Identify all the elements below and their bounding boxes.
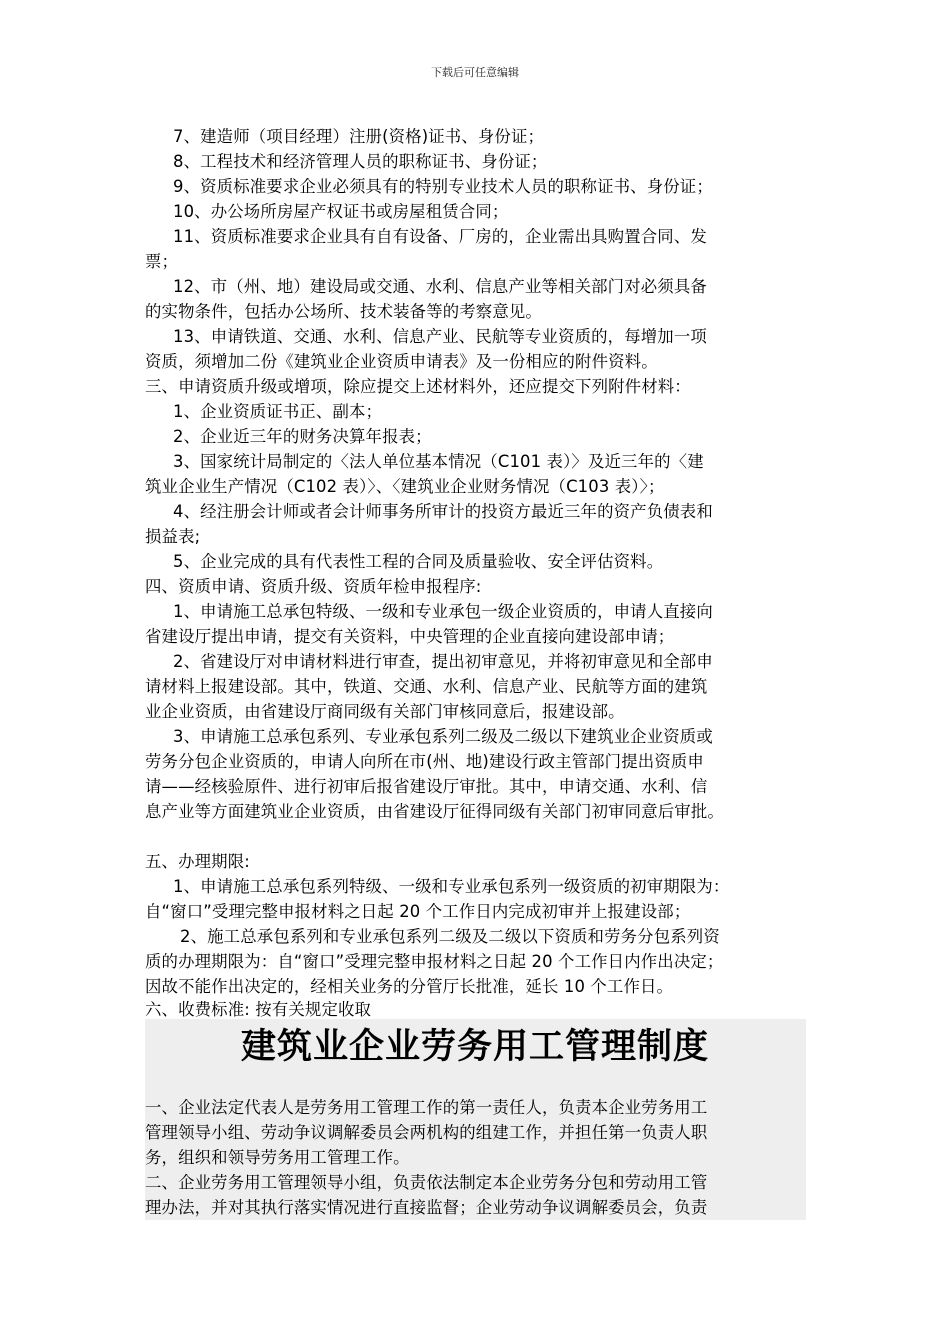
paragraph-line: 二、企业劳务用工管理领导小组，负责依法制定本企业劳务分包和劳动用工管 xyxy=(145,1173,708,1192)
list-item: 9、资质标准要求企业必须具有的特别专业技术人员的职称证书、身份证； xyxy=(173,177,713,196)
list-item: 2、省建设厅对申请材料进行审查，提出初审意见，并将初审意见和全部申 xyxy=(173,652,713,671)
list-item: 10、办公场所房屋产权证书或房屋租赁合同； xyxy=(173,202,509,221)
paragraph-line: 管理领导小组、劳动争议调解委员会两机构的组建工作，并担任第一负责人职 xyxy=(145,1123,708,1142)
list-item-continuation: 质的办理期限为：自“窗口”受理完整申报材料之日起 20 个工作日内作出决定； xyxy=(145,952,724,971)
list-item: 1、申请施工总承包系列特级、一级和专业承包系列一级资质的初审期限为： xyxy=(173,877,730,896)
list-item: 4、经注册会计师或者会计师事务所审计的投资方最近三年的资产负债表和 xyxy=(173,502,713,521)
list-item: 13、申请铁道、交通、水利、信息产业、民航等专业资质的，每增加一项 xyxy=(173,327,707,346)
paragraph-line: 理办法，并对其执行落实情况进行直接监督；企业劳动争议调解委员会，负责 xyxy=(145,1198,708,1217)
list-item-continuation: 劳务分包企业资质的，申请人向所在市(州、地)建设行政主管部门提出资质申 xyxy=(145,752,704,771)
list-item-continuation: 筑业企业生产情况（C102 表）〉、〈建筑业企业财务情况（C103 表）〉； xyxy=(145,477,665,496)
list-item: 3、申请施工总承包系列、专业承包系列二级及二级以下建筑业企业资质或 xyxy=(173,727,713,746)
list-item: 1、申请施工总承包特级、一级和专业承包一级企业资质的，申请人直接向 xyxy=(173,602,713,621)
section-heading: 六、收费标准: 按有关规定收取 xyxy=(145,1000,372,1019)
section-heading: 五、办理期限: xyxy=(145,852,250,871)
list-item: 2、企业近三年的财务决算年报表； xyxy=(173,427,432,446)
paragraph-line: 一、企业法定代表人是劳务用工管理工作的第一责任人，负责本企业劳务用工 xyxy=(145,1098,708,1117)
list-item-continuation: 的实物条件，包括办公场所、技术装备等的考察意见。 xyxy=(145,302,542,321)
list-item-continuation: 业企业资质，由省建设厅商同级有关部门审核同意后，报建设部。 xyxy=(145,702,625,721)
list-item: 8、工程技术和经济管理人员的职称证书、身份证； xyxy=(173,152,548,171)
list-item-continuation: 资质，须增加二份《建筑业企业资质申请表》及一份相应的附件资料。 xyxy=(145,352,658,371)
list-item-continuation: 因故不能作出决定的，经相关业务的分管厅长批准，延长 10 个工作日。 xyxy=(145,977,674,996)
list-item-continuation: 票； xyxy=(145,252,179,271)
list-item: 3、国家统计局制定的〈法人单位基本情况（C101 表）〉及近三年的〈建 xyxy=(173,452,704,471)
list-item-continuation: 自“窗口”受理完整申报材料之日起 20 个工作日内完成初审并上报建设部； xyxy=(145,902,691,921)
document-title: 建筑业企业劳务用工管理制度 xyxy=(240,1027,709,1067)
list-item: 12、市（州、地）建设局或交通、水利、信息产业等相关部门对必须具备 xyxy=(173,277,707,296)
list-item: 2、施工总承包系列和专业承包系列二级及二级以下资质和劳务分包系列资 xyxy=(180,927,720,946)
list-item-continuation: 省建设厅提出申请，提交有关资料，中央管理的企业直接向建设部申请； xyxy=(145,627,675,646)
list-item-continuation: 请材料上报建设部。其中，铁道、交通、水利、信息产业、民航等方面的建筑 xyxy=(145,677,708,696)
section-heading: 三、申请资质升级或增项，除应提交上述材料外，还应提交下列附件材料： xyxy=(145,377,691,396)
list-item-continuation: 请——经核验原件、进行初审后报省建设厅审批。其中，申请交通、水利、信 xyxy=(145,777,708,796)
page-header: 下载后可任意编辑 xyxy=(431,66,519,79)
list-item-continuation: 息产业等方面建筑业企业资质，由省建设厅征得同级有关部门初审同意后审批。 xyxy=(145,802,724,821)
list-item-continuation: 损益表; xyxy=(145,527,201,546)
list-item: 1、企业资质证书正、副本； xyxy=(173,402,383,421)
list-item: 5、企业完成的具有代表性工程的合同及质量验收、安全评估资料。 xyxy=(173,552,664,571)
paragraph-line: 务，组织和领导劳务用工管理工作。 xyxy=(145,1148,410,1167)
list-item: 11、资质标准要求企业具有自有设备、厂房的，企业需出具购置合同、发 xyxy=(173,227,707,246)
list-item: 7、建造师（项目经理）注册(资格)证书、身份证； xyxy=(173,127,545,146)
section-heading: 四、资质申请、资质升级、资质年检申报程序: xyxy=(145,577,482,596)
